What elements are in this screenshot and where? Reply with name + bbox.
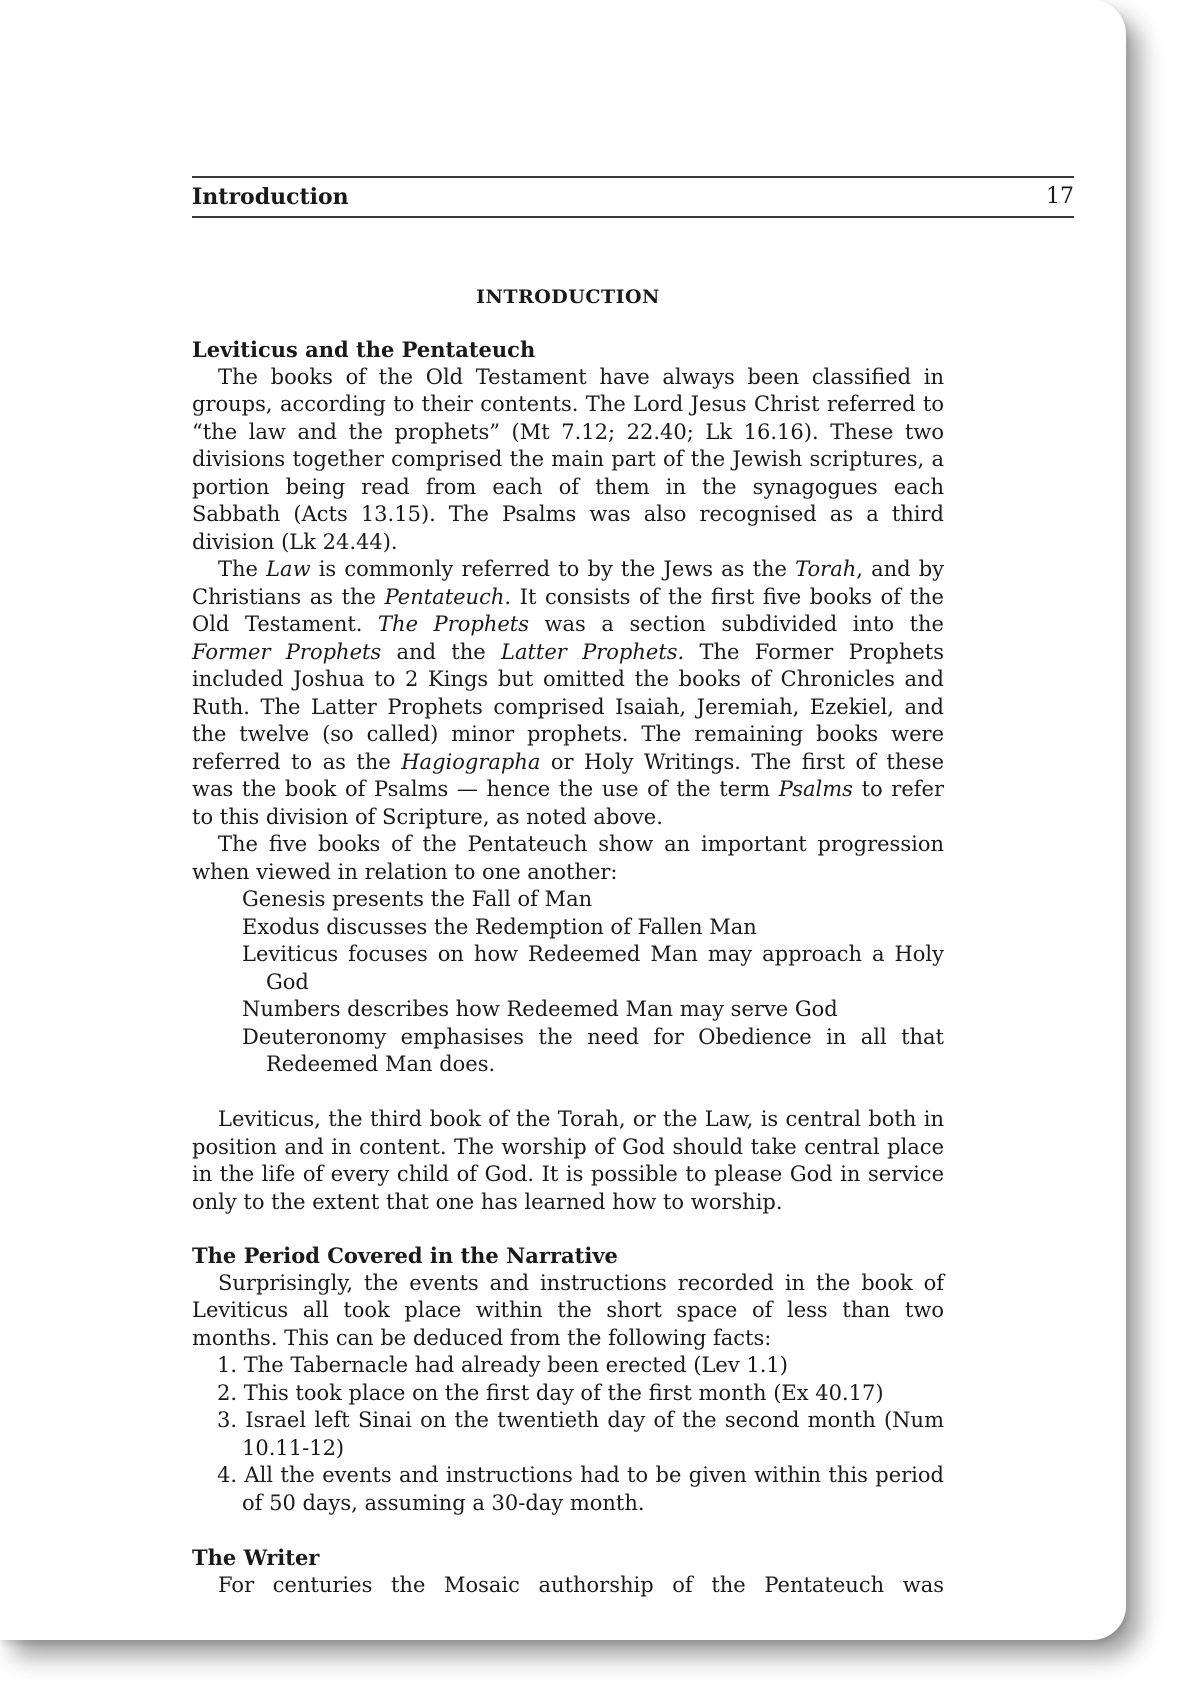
running-head-title: Introduction <box>192 184 349 210</box>
paragraph: The Law is commonly referred to by the Jews as the Torah, and by Christians as the Pentateuch. It consists of the first five books of the Old Testament. The Prophets was a section subdivided into the Former Prophets and the Latter Prophets. The Former Prophets included Joshua to 2 Kings but omitted the books of Chronicles and Ruth. The Latter Prophets comprised Isaiah, Jeremiah, Ezekiel, and the twelve (so called) minor prophets. The remaining books were referred to as the Hagiographa or Holy Writings. The first of these was the book of Psalms — hence the use of the term Psalms to refer to this division of Scripture, as noted above. <box>192 557 945 829</box>
section-heading-leviticus-pentateuch: Leviticus and the Pentateuch <box>192 337 536 362</box>
paragraph: The books of the Old Testament have always been classified in groups, according to their contents. The Lord Jesus Christ referred to “the law and the prophets” (Mt 7.12; 22.40; Lk 16.16). These two divisions together comprised the main part of the Jewish scriptures, a portion being read from each of them in the synagogues each Sabbath (Acts 13.15). The Psalms was also recognised as a third division (Lk 24.44). <box>192 364 944 554</box>
list-item: Leviticus focuses on how Redeemed Man may approach a Holy God <box>242 942 944 994</box>
paragraph: For centuries the Mosaic authorship of the Pentateuch was <box>218 1572 944 1597</box>
running-head <box>192 176 1074 218</box>
list-item: Numbers describes how Redeemed Man may serve God <box>242 997 838 1021</box>
paragraph: Leviticus, the third book of the Torah, or the Law, is central both in position and in content. The worship of God should take central place in the life of every child of God. It is possible to please God in service only to the extent that one has learned how to worship. <box>192 1107 944 1214</box>
list-item: Genesis presents the Fall of Man <box>242 887 593 911</box>
section-heading-period-covered: The Period Covered in the Narrative <box>192 1243 618 1268</box>
facts-list <box>192 1352 944 1517</box>
progression-list <box>192 886 944 1079</box>
body-text <box>192 276 944 1599</box>
chapter-title: INTRODUCTION <box>476 286 660 308</box>
section-heading-writer: The Writer <box>192 1545 320 1570</box>
list-item: Exodus discusses the Redemption of Fallen Man <box>242 914 757 939</box>
list-item: 2. This took place on the first day of the first month (Ex 40.17) <box>217 1380 884 1405</box>
list-item: 1. The Tabernacle had already been erected (Lev 1.1) <box>217 1353 788 1377</box>
list-item: 3. Israel left Sinai on the twentieth day of the second month (Num 10.11-12) <box>217 1408 944 1460</box>
list-item: 4. All the events and instructions had to be given within this period of 50 days, assuming a 30-day month. <box>217 1463 944 1515</box>
paragraph: The five books of the Pentateuch show an important progression when viewed in relation to one another: <box>192 832 944 884</box>
paragraph: Surprisingly, the events and instructions recorded in the book of Leviticus all took place within the short space of less than two months. This can be deduced from the following facts: <box>192 1270 944 1350</box>
page-number: 17 <box>1046 184 1074 209</box>
list-item: Deuteronomy emphasises the need for Obedience in all that Redeemed Man does. <box>242 1024 944 1076</box>
